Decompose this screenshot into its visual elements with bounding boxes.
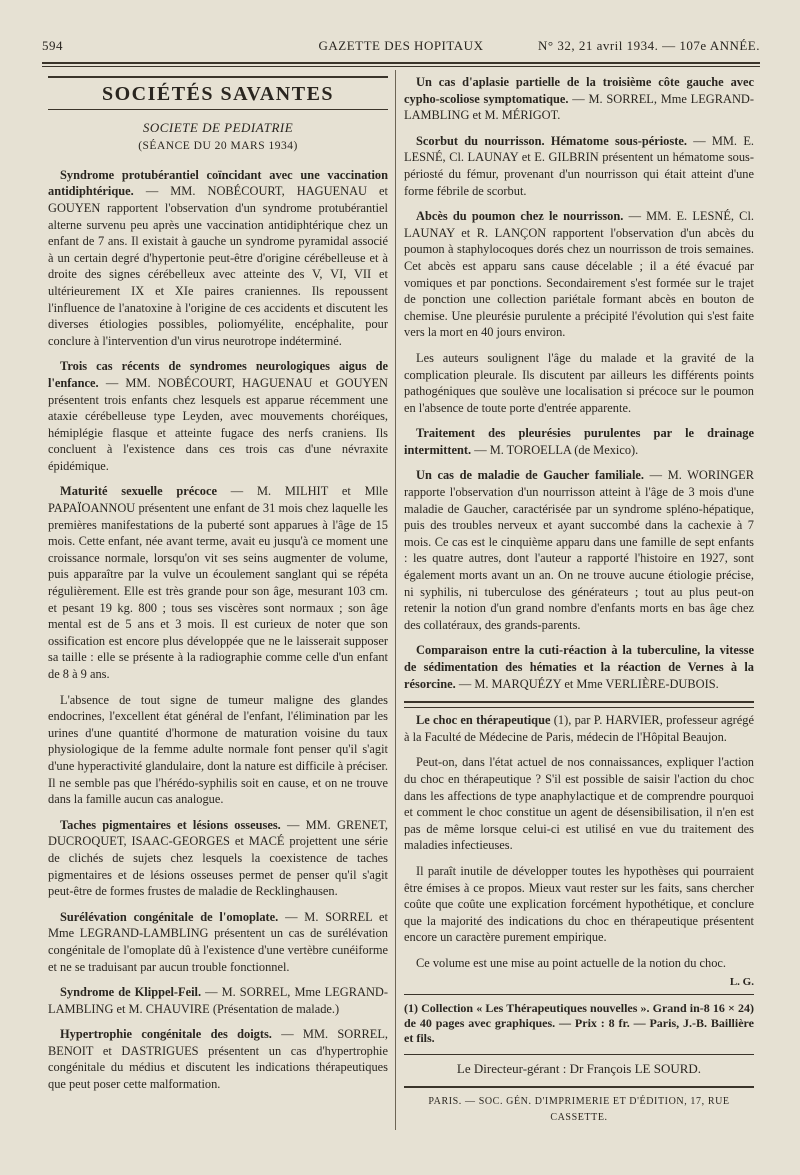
printer-rule — [404, 1086, 754, 1088]
article-title: Maturité sexuelle précoce — [60, 484, 217, 499]
article-body: — M. TOROELLA (de Mexico). — [474, 442, 639, 457]
section-rule — [48, 76, 388, 78]
page-number: 594 — [42, 38, 63, 53]
article — [48, 1026, 388, 1092]
article-title: Surélévation congénitale de l'omoplate. — [60, 909, 279, 924]
article-body: — MM. NOBÉCOURT, HAGUENAU et GOUYEN rapportent l'observation d'un syndrome protubérantiel alterne survenu peu après une vaccination antidiphtérique chez un enfant de 7 ans. Il existait à gauche un syndrome pyramidal associé à un certain degré d'hypertonie peut-être d'origine cérébelleuse et à droite des signes cérébelleux avec atteinte des V, VI, VII et ultérieurement IX et XIe paires craniennes. Ils repoussent l'influence de l'anatoxine à l'origine de ces accidents et discutent les diverses étiologies possibles, poliomyélite, encéphalite, pour conclure à l'intervention d'un virus neurotrope indéterminé. — [48, 184, 388, 348]
article-title: Syndrome protubérantiel coïncidant avec une vaccination antidiphtérique. — [48, 167, 388, 199]
article-title: Trois cas récents de syndromes neurologiques aigus de l'enfance. — [48, 359, 388, 390]
issue-date: N° 32, 21 avril 1934. — 107e ANNÉE. — [537, 38, 760, 53]
article — [404, 208, 754, 341]
right-column — [404, 74, 754, 1127]
director-rule — [404, 1054, 754, 1055]
journal-title: GAZETTE DES HOPITAUX — [318, 38, 484, 53]
review-text: Peut-on, dans l'état actuel de nos connaissances, expliquer l'action du choc en thérapeutique ? S'il est possible de saisir l'action du choc dans les affections de type anaphylactique et de comprendre pourquoi et comment le choc constitue un agent de désensibilisation, il n'en est pas de même lorsque celui-ci est utilisé en vue du traitement des maladies infectieuses. — [404, 755, 754, 853]
article-body: — M. MARQUÉZY et Mme VERLIÈRE-DUBOIS. — [458, 676, 719, 691]
article-body: — MM. SORREL, BENOIT et DASTRIGUES présentent un cas d'hypertrophie congénitale du médius et discutent les indications thérapeutiques que peut poser cette malformation. — [48, 1027, 388, 1092]
article — [48, 358, 388, 474]
society-name: SOCIETE DE PEDIATRIE — [142, 119, 294, 135]
article-body: Les auteurs soulignent l'âge du malade et la gravité de la complication pleurale. Ils discutent par ailleurs les différents points pathogéniques que soulève une localisation si précoce sur le poumon en l'absence de toute porte d'entrée apparente. — [404, 350, 754, 415]
article-title: Taches pigmentaires et lésions osseuses. — [60, 817, 281, 832]
review-rule-thin — [404, 707, 754, 708]
review-rule — [404, 701, 754, 703]
article-body: — MM. E. LESNÉ, Cl. LAUNAY et E. GILBRIN présentent un hématome sous-périosté du fémur, provenant d'un nourrisson qui était atteint d'une forme fébrile de scorbut. — [404, 133, 754, 198]
section-rule-bottom — [48, 109, 388, 110]
article-body: — M. SORREL, Mme LEGRAND-LAMBLING et M. MÉRIGOT. — [404, 91, 754, 123]
article-body: — M. MILHIT et Mlle PAPAÏOANNOU présentent une enfant de 31 mois chez laquelle les premières manifestations de la puberté sont apparues à l'âge de 15 mois. Cette enfant, née avant terme, avait eu jusqu'à ce moment une croissance normale, lorsqu'on vit ses seins augmenter de volume, puis apparaître par la vulve un écoulement sanglant qui se répéta régulièrement. Elle est très grande pour son âge, mesurant 103 cm. et pesant 19 kg. 800 ; tous ses viscères sont normaux ; son âge mental est de 5 ans et 3 mois. Il est curieux de noter que son ossification est encore plus développée que ne le laisserait supposer sa taille : elle se présente à la radiographie comme celle d'un enfant de 8 à 9 ans. — [48, 484, 388, 681]
footnote: (1) Collection « Les Thérapeutiques nouvelles ». Grand in-8 16 × 24) de 40 pages avec graphiques. — Prix : 8 fr. — Paris, J.-B. Baillière et fils. — [404, 1001, 754, 1046]
article-title: Comparaison entre la cuti-réaction à la tuberculine, la vitesse de sédimentation des hématies et la réaction de Vernes à la résorcine. — [404, 643, 754, 691]
article-paragraph — [404, 350, 754, 416]
article-body: — M. WORINGER rapporte l'observation d'un nourrisson atteint à l'âge de 3 mois d'une maladie de Gaucher, caractérisée par un syndrome spléno-hépatique, puis des troubles nerveux et ayant succombé dans la cachexie à 7 mois. Ce cas est le cinquième apparu dans une famille de sept enfants : les quatre autres, dont l'auteur a rapporté l'histoire en 1927, sont également morts avant un an. On ne trouve aucune étiologie précise, ni syphilis, ni tuberculose des générateurs ; tout au plus peut-on retenir la notion d'un grand nombre d'enfants morts en bas âge chez des collatéraux, des grands-parents. — [404, 468, 754, 632]
director-line: Le Directeur-gérant : Dr François LE SOURD. — [456, 1061, 702, 1077]
article-title: Traitement des pleurésies purulentes par le drainage intermittent. — [404, 426, 754, 457]
header-rule — [42, 62, 760, 64]
article-body: — MM. E. LESNÉ, Cl. LAUNAY et R. LANÇON rapportent l'observation d'un abcès du poumon à staphylocoques dorés chez un nourrisson de trois semaines. Cet abcès est apparu sans cause décelable ; il a été évacué par vomiques et par ponctions. Secondairement s'est formée sur le trajet de ponction une collection pariétale formant abcès en bouton de chemise. Une pleurésie purulente a précipité l'évolution qui s'est faite vers la mort en 40 jours environ. — [404, 209, 754, 340]
review-byline: (1), par P. HARVIER, professeur agrégé à la Faculté de Médecine de Paris, médecin de l'Hôpital Beaujon. — [404, 713, 754, 744]
review-title: Le choc en thérapeutique — [416, 713, 551, 728]
article — [48, 984, 388, 1017]
footnote-rule — [404, 994, 754, 995]
article — [404, 133, 754, 199]
column-divider — [395, 70, 396, 1130]
article-title: Un cas de maladie de Gaucher familiale. — [416, 468, 645, 483]
review-paragraph — [404, 754, 754, 854]
article-title: Hypertrophie congénitale des doigts. — [60, 1027, 272, 1042]
article-paragraph — [48, 692, 388, 808]
left-column — [48, 74, 388, 1102]
review-paragraph — [404, 955, 754, 972]
article-body: L'absence de tout signe de tumeur maligne des glandes endocrines, l'excellent état général de l'enfant, l'élimination par les urines d'une quantité d'hormone de maturation voisine du taux physiologique de la femme adulte normale font penser qu'il s'agit d'une hyperactivité glandulaire, dont la nature est difficile à préciser. Il ne semble pas que l'hérédo-syphilis soit en cause, et on ne trouve dans la famille aucun cas analogue. — [48, 692, 388, 807]
article — [404, 642, 754, 692]
review-text: Il paraît inutile de développer toutes les hypothèses qui pourraient être émises à ce propos. Mieux vaut rester sur les faits, sans chercher coûte que coûte une explication forcément hypothétique, et conclure que la majorité des indications du choc en thérapeutique présentent encore un caractère purement empirique. — [404, 863, 754, 945]
review-signature: L. G. — [729, 975, 754, 988]
review-text: Ce volume est une mise au point actuelle de la notion du choc. — [416, 955, 727, 970]
article-title: Syndrome de Klippel-Feil. — [60, 985, 202, 1000]
section-title: SOCIÉTÉS SAVANTES — [101, 83, 335, 105]
article — [48, 909, 388, 975]
article-title: Abcès du poumon chez le nourrisson. — [416, 209, 624, 224]
article-body: — MM. GRENET, DUCROQUET, ISAAC-GEORGES et MACÉ projettent une série de clichés de sujets chez lesquels la coexistence de taches pigmentaires et de lésions osseuses permet de penser qu'il s'agit peut-être de formes frustes de maladie de Recklinghausen. — [48, 817, 388, 899]
article — [48, 483, 388, 682]
article — [404, 425, 754, 458]
review-paragraph — [404, 863, 754, 946]
seance-date: (SÉANCE DU 20 MARS 1934) — [138, 140, 298, 153]
page-header — [42, 38, 760, 60]
article — [48, 817, 388, 900]
article — [48, 167, 388, 350]
book-review-heading — [404, 712, 754, 745]
article-title: Un cas d'aplasie partielle de la troisième côte gauche avec cypho-scoliose symptomatique. — [404, 75, 754, 106]
article-title: Scorbut du nourrisson. Hématome sous-périoste. — [416, 133, 687, 148]
printer-line: PARIS. — SOC. GÉN. D'IMPRIMERIE ET D'ÉDITION, 17, RUE CASSETTE. — [428, 1095, 730, 1124]
article — [404, 74, 754, 124]
article-body: — M. SORREL, Mme LEGRAND-LAMBLING et M. CHAUVIRE (Présentation de malade.) — [48, 985, 388, 1016]
header-rule-thin — [42, 66, 760, 67]
article — [404, 467, 754, 633]
article-body: — M. SORREL et Mme LEGRAND-LAMBLING présentent un cas de surélévation congénitale de l'omoplate dû à l'existence d'une vertèbre cunéiforme et ne se traduisant par aucun trouble fonctionnel. — [48, 909, 388, 974]
article-body: — MM. NOBÉCOURT, HAGUENAU et GOUYEN présentent trois enfants chez lesquels est apparue récemment une ataxie cérébelleuse type Leyden, avec mouvements choréiques, hémiplégie flasque et atteinte fugace des nerfs craniens. Ils concluent à l'existence dans ces trois cas d'une névraxite épidémique. — [48, 375, 388, 473]
